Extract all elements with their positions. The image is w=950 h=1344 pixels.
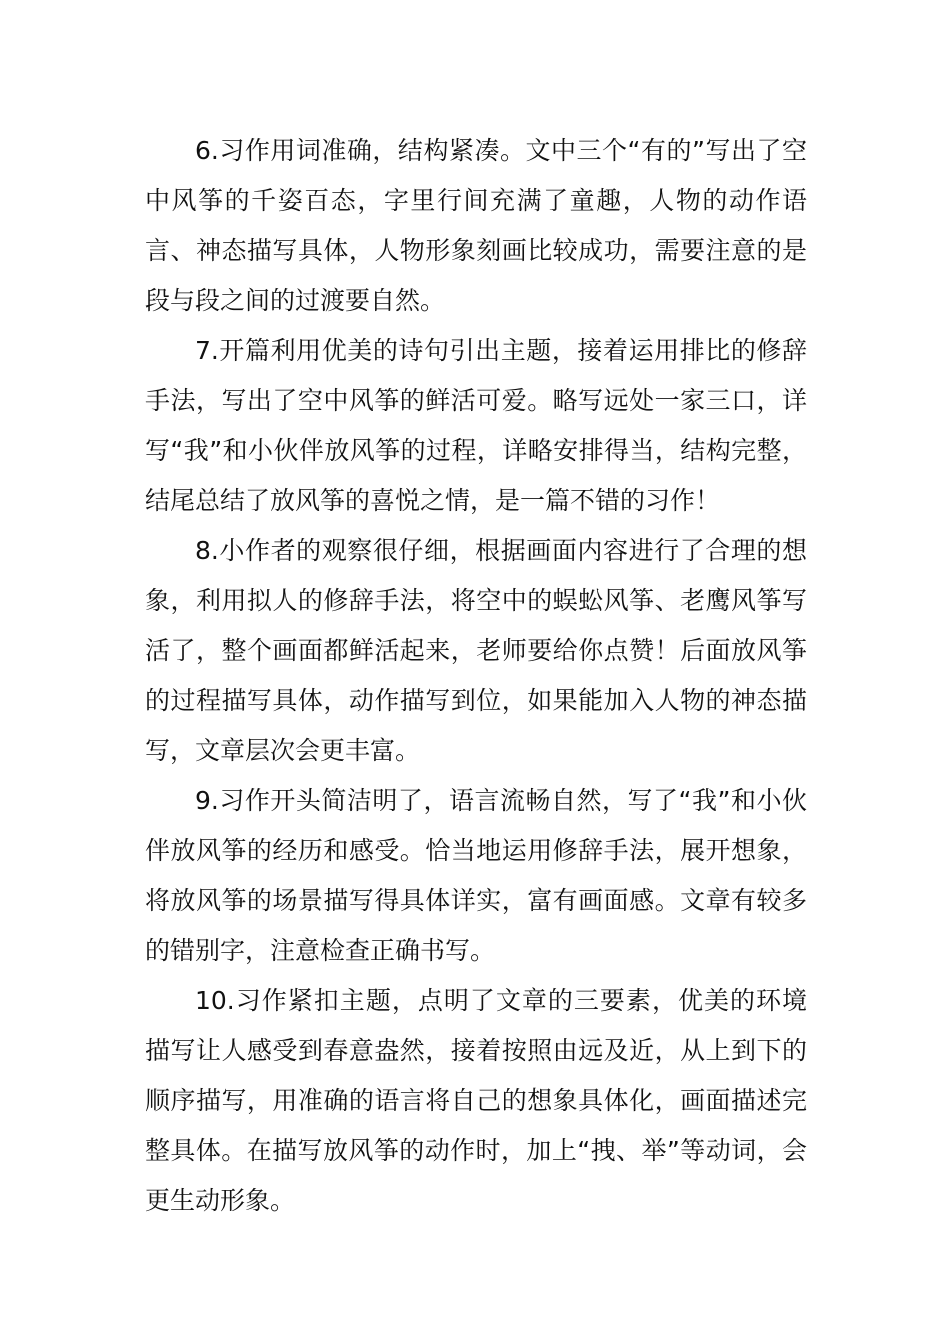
comment-paragraph-9: 9.习作开头简洁明了，语言流畅自然，写了“我”和小伙伴放风筝的经历和感受。恰当地运用修辞手法，展开想象，将放风筝的场景描写得具体详实，富有画面感。文章有较多的错别字，注意检查正确书写。 [145,786,807,965]
comments-body [145,126,807,1226]
comment-paragraph-7: 7.开篇利用优美的诗句引出主题，接着运用排比的修辞手法，写出了空中风筝的鲜活可爱。略写远处一家三口，详写“我”和小伙伴放风筝的过程，详略安排得当，结构完整，结尾总结了放风筝的喜悦之情，是一篇不错的习作！ [145,336,807,515]
comment-paragraph-6: 6.习作用词准确，结构紧凑。文中三个“有的”写出了空中风筝的千姿百态，字里行间充满了童趣，人物的动作语言、神态描写具体，人物形象刻画比较成功，需要注意的是段与段之间的过渡要自然。 [145,136,807,315]
comment-paragraph-8: 8.小作者的观察很仔细，根据画面内容进行了合理的想象，利用拟人的修辞手法，将空中的蜈蚣风筝、老鹰风筝写活了，整个画面都鲜活起来，老师要给你点赞！后面放风筝的过程描写具体，动作描写到位，如果能加入人物的神态描写，文章层次会更丰富。 [145,536,807,765]
comment-paragraph-10: 10.习作紧扣主题，点明了文章的三要素，优美的环境描写让人感受到春意盎然，接着按照由远及近，从上到下的顺序描写，用准确的语言将自己的想象具体化，画面描述完整具体。在描写放风筝的动作时，加上“拽、举”等动词，会更生动形象。 [145,986,807,1215]
